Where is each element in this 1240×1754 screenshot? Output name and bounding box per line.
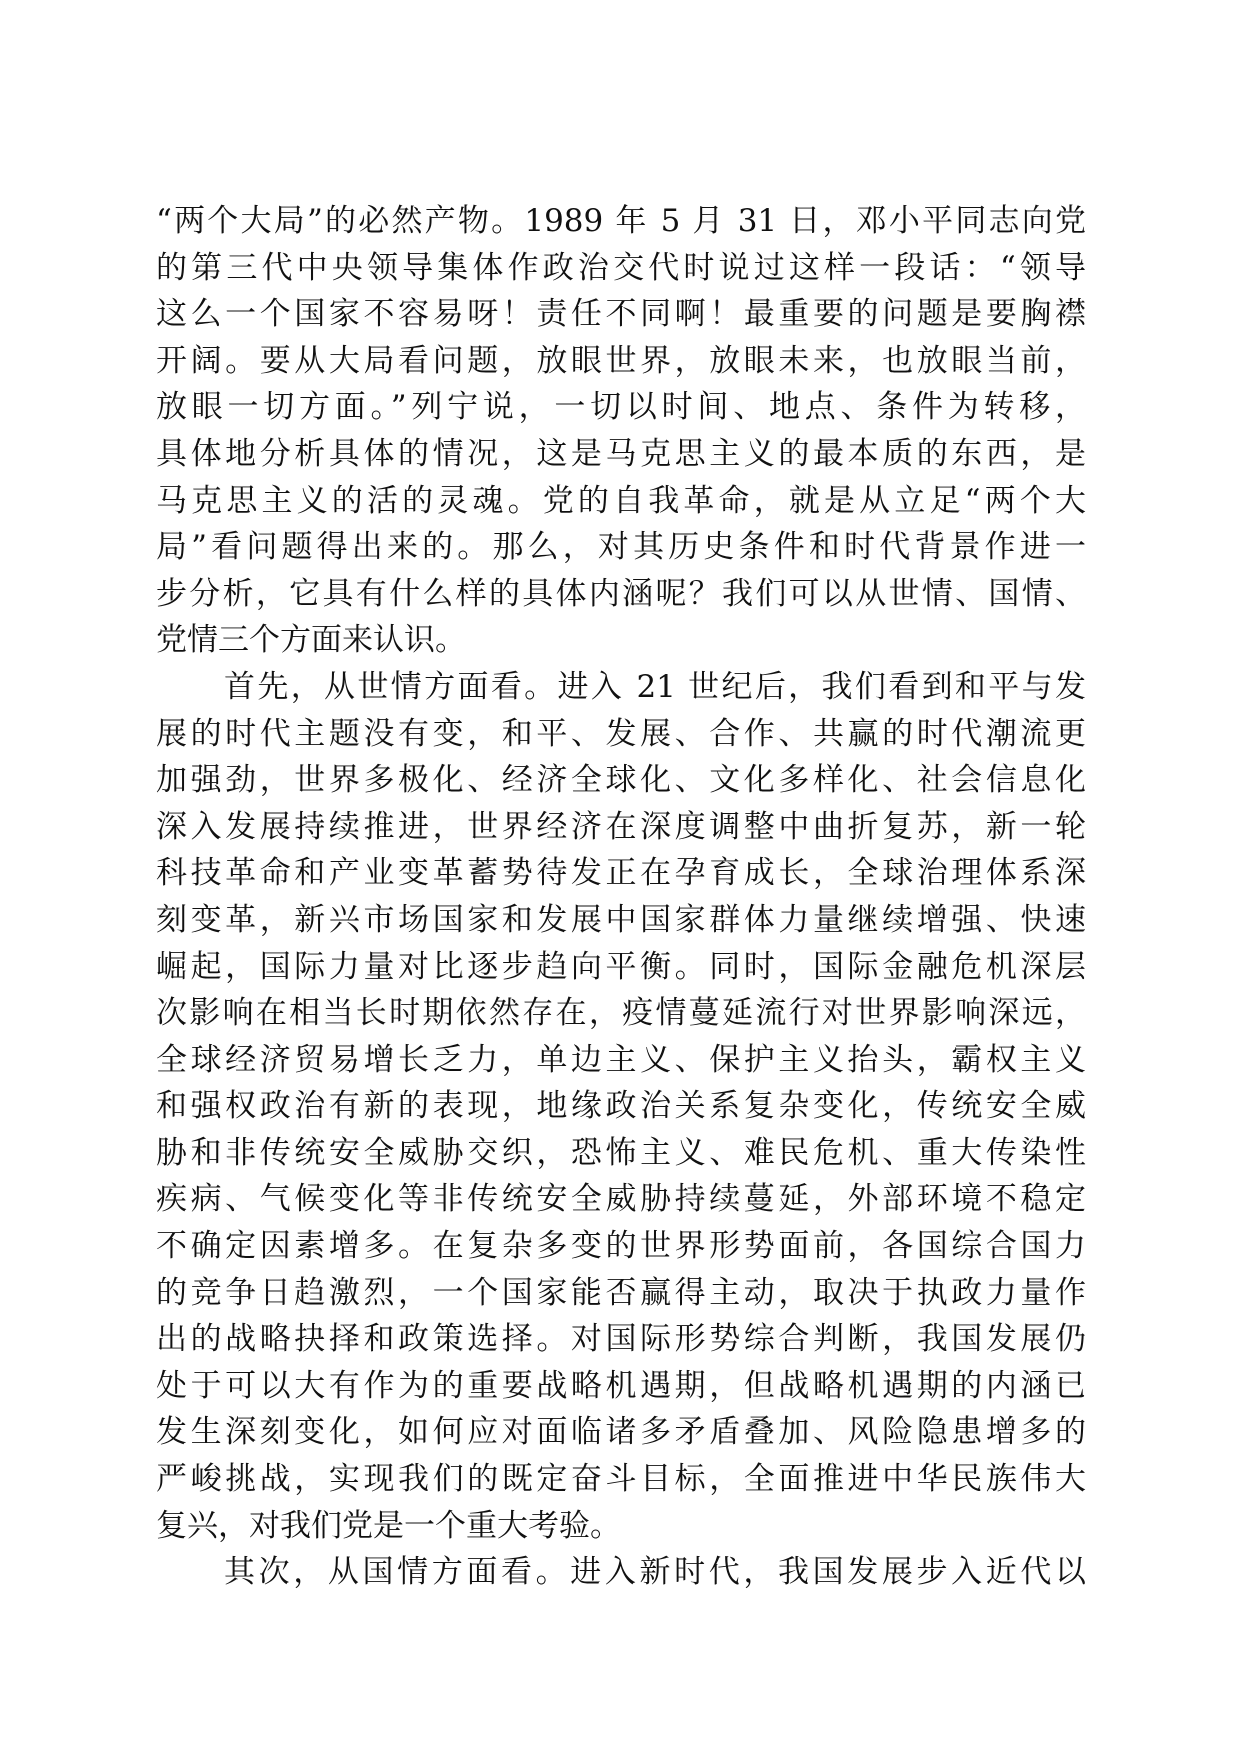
text-line: 展的时代主题没有变，和平、发展、合作、共赢的时代潮流更: [156, 715, 1086, 752]
text-line: 马克思主义的活的灵魂。党的自我革命，就是从立足“两个大: [156, 482, 1086, 519]
text-line: 开阔。要从大局看问题，放眼世界，放眼未来，也放眼当前，: [156, 342, 1086, 379]
text-line: 疾病、气候变化等非传统安全威胁持续蔓延，外部环境不稳定: [156, 1181, 1086, 1218]
text-line: 崛起，国际力量对比逐步趋向平衡。同时，国际金融危机深层: [156, 948, 1086, 985]
text-line: 出的战略抉择和政策选择。对国际形势综合判断，我国发展仍: [156, 1321, 1086, 1358]
text-line: 其次，从国情方面看。进入新时代，我国发展步入近代以: [224, 1554, 1086, 1591]
body-text: [156, 198, 1086, 1596]
paragraph: [156, 664, 1086, 1549]
text-line: 复兴，对我们党是一个重大考验。: [156, 1507, 621, 1544]
text-line: 发生深刻变化，如何应对面临诸多矛盾叠加、风险隐患增多的: [156, 1414, 1086, 1451]
text-line: 党情三个方面来认识。: [156, 622, 466, 659]
text-line: 局”看问题得出来的。那么，对其历史条件和时代背景作进一: [156, 529, 1086, 566]
text-line: 刻变革，新兴市场国家和发展中国家群体力量继续增强、快速: [156, 901, 1086, 938]
text-line: 首先，从世情方面看。进入 21 世纪后，我们看到和平与发: [224, 668, 1086, 705]
text-line: 胁和非传统安全威胁交织，恐怖主义、难民危机、重大传染性: [156, 1134, 1086, 1171]
text-line: 处于可以大有作为的重要战略机遇期，但战略机遇期的内涵已: [156, 1367, 1086, 1404]
text-line: 科技革命和产业变革蓄势待发正在孕育成长，全球治理体系深: [156, 855, 1086, 892]
text-line: 的第三代中央领导集体作政治交代时说过这样一段话：“领导: [156, 249, 1086, 286]
text-line: “两个大局”的必然产物。1989 年 5 月 31 日，邓小平同志向党: [156, 203, 1086, 239]
text-line: 这么一个国家不容易呀！责任不同啊！最重要的问题是要胸襟: [156, 296, 1086, 333]
paragraph: [156, 1549, 1086, 1596]
text-line: 放眼一切方面。”列宁说，一切以时间、地点、条件为转移，: [156, 389, 1086, 426]
text-line: 严峻挑战，实现我们的既定奋斗目标，全面推进中华民族伟大: [156, 1461, 1086, 1498]
text-line: 步分析，它具有什么样的具体内涵呢？我们可以从世情、国情、: [156, 575, 1086, 612]
text-line: 全球经济贸易增长乏力，单边主义、保护主义抬头，霸权主义: [156, 1041, 1086, 1078]
text-line: 具体地分析具体的情况，这是马克思主义的最本质的东西，是: [156, 435, 1086, 472]
text-line: 深入发展持续推进，世界经济在深度调整中曲折复苏，新一轮: [156, 808, 1086, 845]
paragraph: [156, 198, 1086, 664]
text-line: 不确定因素增多。在复杂多变的世界形势面前，各国综合国力: [156, 1228, 1086, 1265]
text-line: 的竞争日趋激烈，一个国家能否赢得主动，取决于执政力量作: [156, 1274, 1086, 1311]
text-line: 次影响在相当长时期依然存在，疫情蔓延流行对世界影响深远，: [156, 995, 1086, 1032]
text-line: 加强劲，世界多极化、经济全球化、文化多样化、社会信息化: [156, 762, 1086, 799]
text-line: 和强权政治有新的表现，地缘政治关系复杂变化，传统安全威: [156, 1088, 1086, 1125]
